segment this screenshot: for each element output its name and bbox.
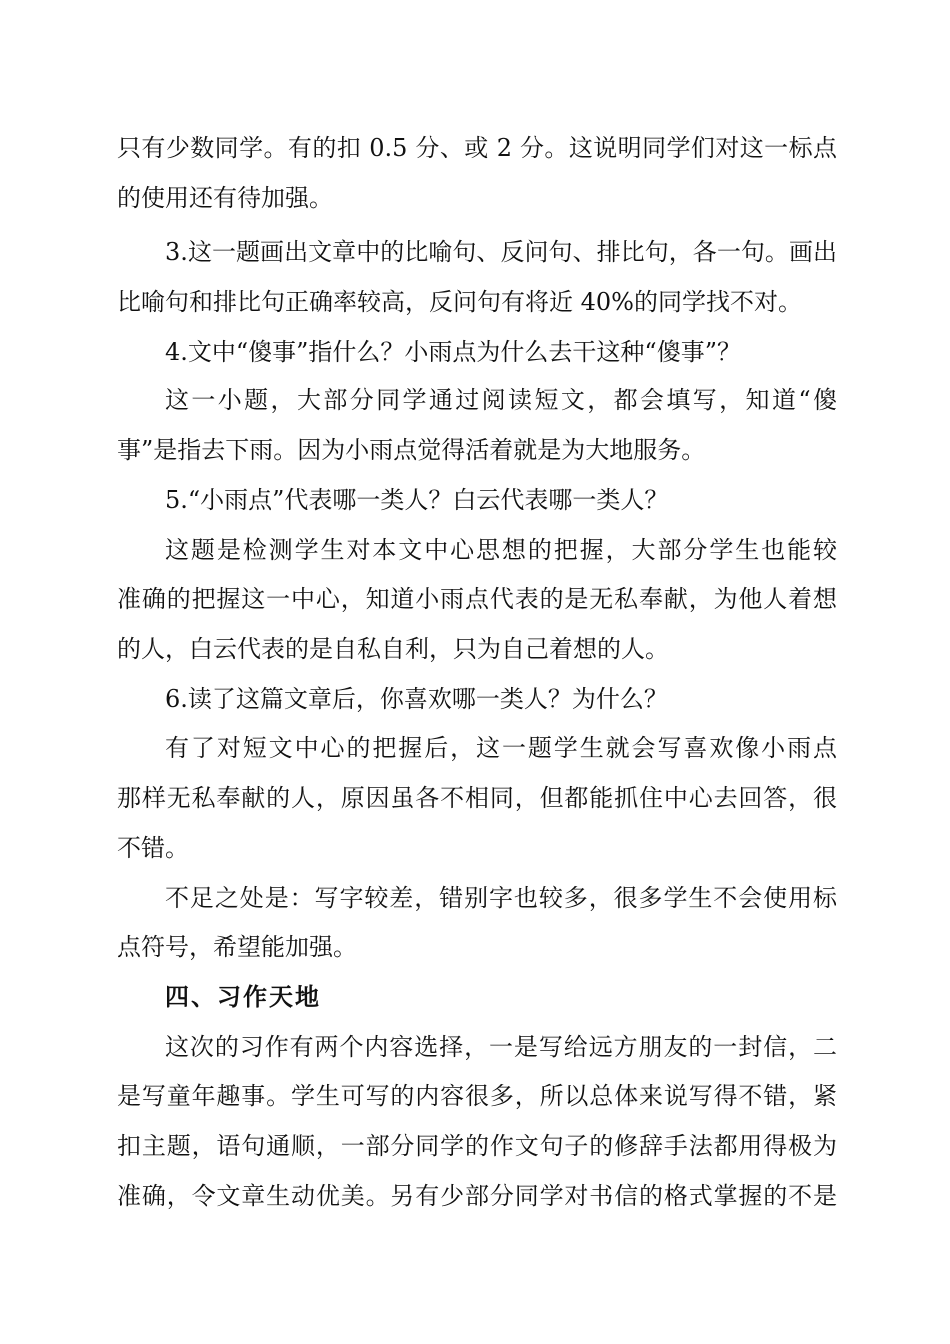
text-line: 那样无私奉献的人，原因虽各不相同，但都能抓住中心去回答，很: [117, 784, 837, 812]
text-line: 有了对短文中心的把握后，这一题学生就会写喜欢像小雨点: [165, 734, 837, 762]
text-line: 点符号，希望能加强。: [117, 933, 357, 961]
text-line: 这题是检测学生对本文中心思想的把握，大部分学生也能较: [165, 536, 837, 564]
text-line: 扣主题，语句通顺，一部分同学的作文句子的修辞手法都用得极为: [117, 1132, 837, 1160]
text-line: 3.这一题画出文章中的比喻句、反问句、排比句，各一句。画出: [165, 238, 837, 266]
text-line: 不足之处是：写字较差，错别字也较多，很多学生不会使用标: [165, 884, 837, 912]
text-line: 不错。: [117, 834, 189, 862]
text-line: 这一小题，大部分同学通过阅读短文，都会填写，知道“傻: [165, 386, 837, 414]
text-line: 比喻句和排比句正确率较高，反问句有将近 40%的同学找不对。: [117, 288, 802, 316]
text-line: 只有少数同学。有的扣 0.5 分、或 2 分。这说明同学们对这一标点: [117, 134, 837, 162]
text-line: 事”是指去下雨。因为小雨点觉得活着就是为大地服务。: [117, 436, 706, 464]
text-line: 准确，令文章生动优美。另有少部分同学对书信的格式掌握的不是: [117, 1182, 837, 1210]
text-line: 准确的把握这一中心，知道小雨点代表的是无私奉献，为他人着想: [117, 585, 837, 613]
section-heading: 四、习作天地: [165, 983, 321, 1011]
text-line: 6.读了这篇文章后，你喜欢哪一类人？为什么？: [165, 685, 668, 713]
text-line: 的人，白云代表的是自私自利，只为自己着想的人。: [117, 635, 669, 663]
text-line: 是写童年趣事。学生可写的内容很多，所以总体来说写得不错，紧: [117, 1082, 837, 1110]
text-line: 这次的习作有两个内容选择，一是写给远方朋友的一封信，二: [165, 1033, 837, 1061]
text-line: 的使用还有待加强。: [117, 184, 333, 212]
text-line: 4.文中“傻事”指什么？小雨点为什么去干这种“傻事”？: [165, 338, 741, 366]
text-line: 5.“小雨点”代表哪一类人？白云代表哪一类人？: [165, 486, 669, 514]
